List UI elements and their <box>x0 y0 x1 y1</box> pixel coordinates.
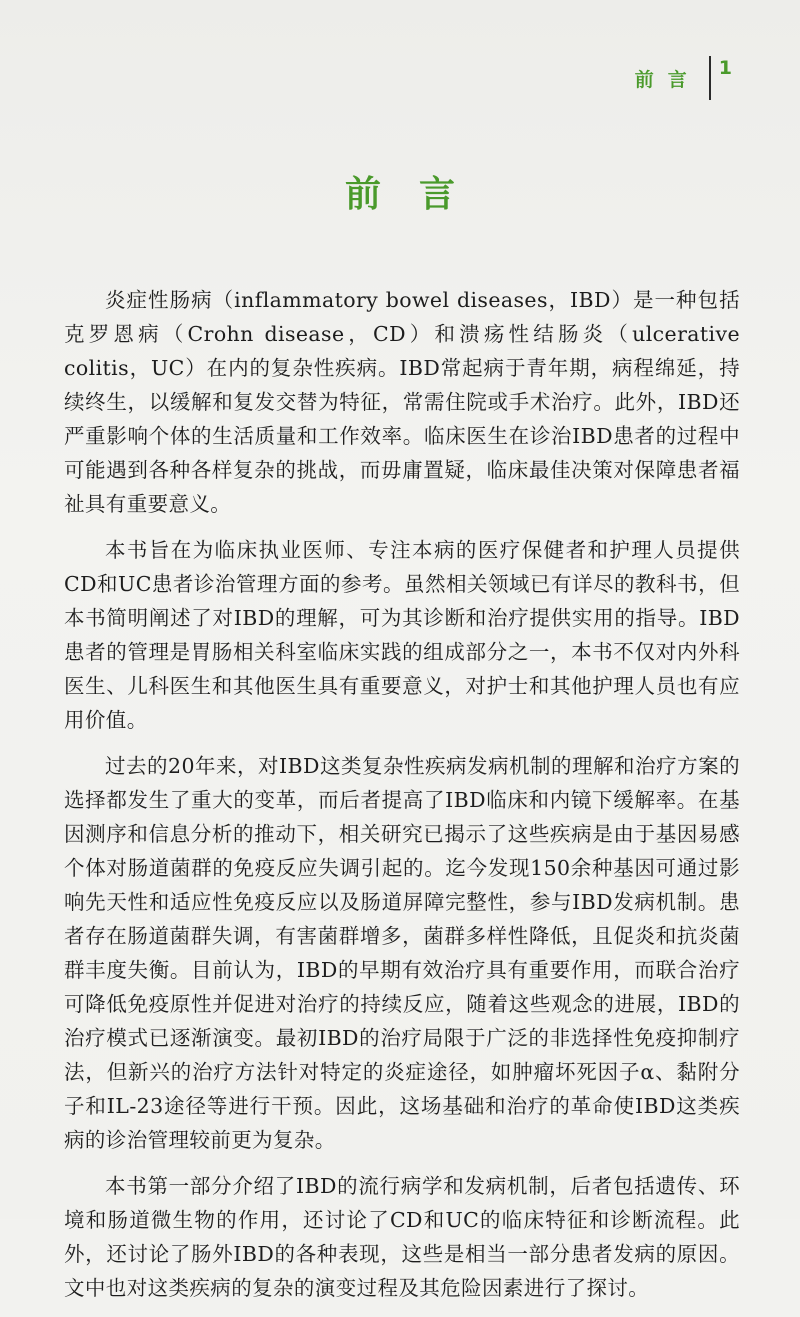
paragraph-4: 本书第一部分介绍了IBD的流行病学和发病机制，后者包括遗传、环境和肠道微生物的作用，还讨论了CD和UC的临床特征和诊断流程。此外，还讨论了肠外IBD的各种表现，这些是相当一部分患者发病的原因。文中也对这类疾病的复杂的演变过程及其危险因素进行了探讨。 <box>64 1174 740 1300</box>
running-title: 前言 <box>634 68 701 91</box>
page-number: 1 <box>718 57 732 79</box>
paragraph-2: 本书旨在为临床执业医师、专注本病的医疗保健者和护理人员提供CD和UC患者诊治管理方面的参考。虽然相关领域已有详尽的教科书，但本书简明阐述了对IBD的理解，可为其诊断和治疗提供实用的指导。IBD患者的管理是胃肠相关科室临床实践的组成部分之一，本书不仅对内外科医生、儿科医生和其他医生具有重要意义，对护士和其他护理人员也有应用价值。 <box>64 538 740 732</box>
body-text <box>64 283 740 1317</box>
running-header <box>635 56 732 100</box>
paragraph-3: 过去的20年来，对IBD这类复杂性疾病发病机制的理解和治疗方案的选择都发生了重大的变革，而后者提高了IBD临床和内镜下缓解率。在基因测序和信息分析的推动下，相关研究已揭示了这些疾病是由于基因易感个体对肠道菌群的免疫反应失调引起的。迄今发现150余种基因可通过影响先天性和适应性免疫反应以及肠道屏障完整性，参与IBD发病机制。患者存在肠道菌群失调，有害菌群增多，菌群多样性降低，且促炎和抗炎菌群丰度失衡。目前认为，IBD的早期有效治疗具有重要作用，而联合治疗可降低免疫原性并促进对治疗的持续反应，随着这些观念的进展，IBD的治疗模式已逐渐演变。最初IBD的治疗局限于广泛的非选择性免疫抑制疗法，但新兴的治疗方法针对特定的炎症途径，如肿瘤坏死因子α、黏附分子和IL-23途径等进行干预。因此，这场基础和治疗的革命使IBD这类疾病的诊治管理较前更为复杂。 <box>64 754 740 1152</box>
paragraph-1: 炎症性肠病（inflammatory bowel diseases，IBD）是一种包括克罗恩病（Crohn disease，CD）和溃疡性结肠炎（ulcerative colitis，UC）在内的复杂性疾病。IBD常起病于青年期，病程绵延，持续终生，以缓解和复发交替为特征，常需住院或手术治疗。此外，IBD还严重影响个体的生活质量和工作效率。临床医生在诊治IBD患者的过程中可能遇到各种各样复杂的挑战，而毋庸置疑，临床最佳决策对保障患者福祉具有重要意义。 <box>64 288 740 516</box>
header-divider <box>709 56 711 100</box>
chapter-title: 前言 <box>344 174 493 215</box>
